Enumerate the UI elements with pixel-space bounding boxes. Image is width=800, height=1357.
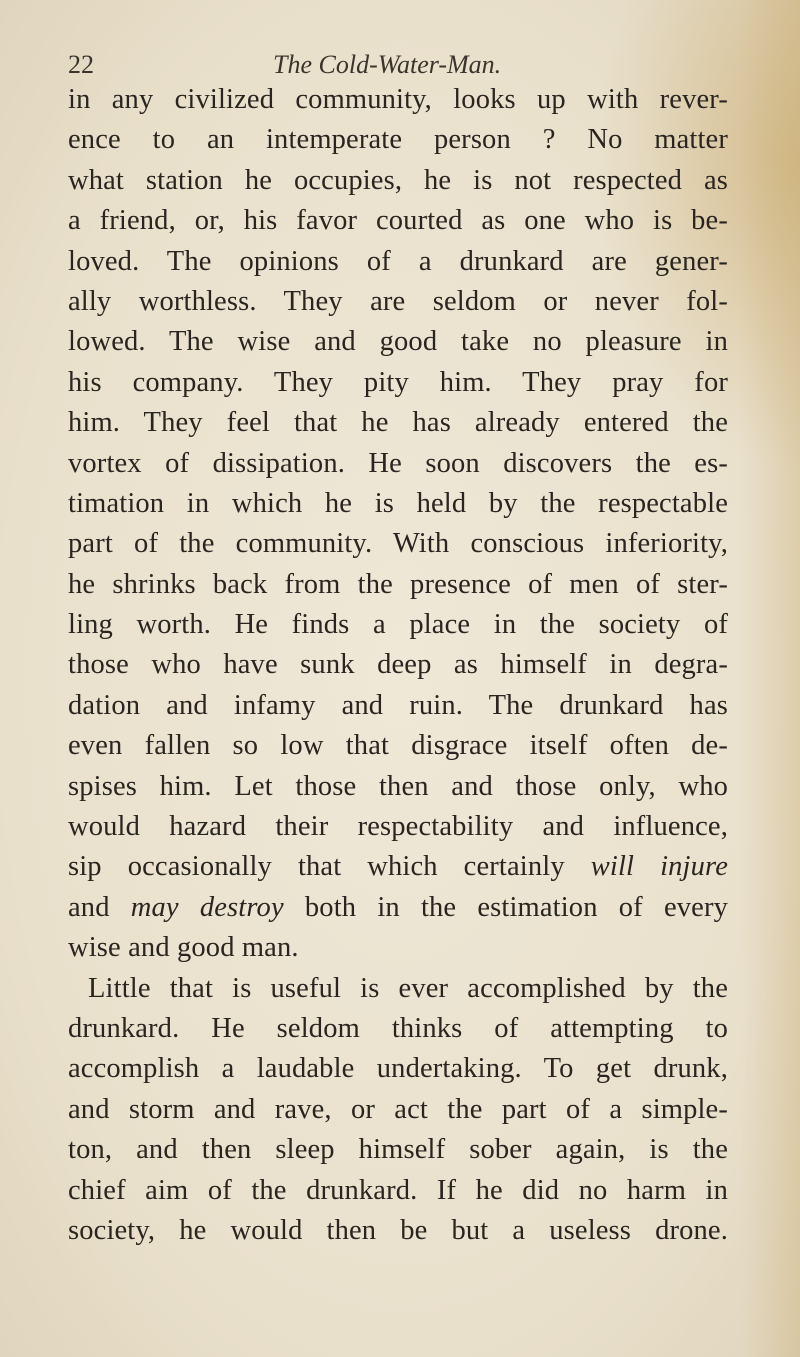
- text-line: part of the community. With conscious inferiority,: [68, 528, 728, 560]
- page-number: 22: [68, 50, 94, 79]
- italic-phrase: may destroy: [130, 891, 284, 923]
- text-line: dation and infamy and ruin. The drunkard has: [68, 689, 728, 721]
- text-segment: and: [68, 891, 131, 923]
- text-line: [68, 888, 728, 928]
- text-line: drunkard. He seldom thinks of attempting to: [68, 1012, 728, 1044]
- text-line: loved. The opinions of a drunkard are gener-: [68, 245, 728, 277]
- text-line: and storm and rave, or act the part of a simple-: [68, 1093, 728, 1125]
- text-line: accomplish a laudable undertaking. To get drunk,: [68, 1053, 728, 1085]
- text-line: ling worth. He finds a place in the society of: [68, 609, 728, 641]
- text-line: ence to an intemperate person ? No matter: [68, 124, 728, 156]
- text-line: timation in which he is held by the respectable: [68, 487, 728, 519]
- text-segment: sip occasionally that which certainly: [68, 851, 591, 883]
- body-text: [68, 80, 728, 1251]
- text-line: vortex of dissipation. He soon discovers the es-: [68, 447, 728, 479]
- text-line: spises him. Let those then and those only, who: [68, 770, 728, 802]
- text-line: [68, 847, 728, 887]
- paragraph-start-line: Little that is useful is ever accomplished by the: [88, 972, 728, 1004]
- text-line: what station he occupies, he is not respected as: [68, 164, 728, 196]
- text-segment: both in the estimation of every: [283, 891, 729, 923]
- text-line: even fallen so low that disgrace itself often de-: [68, 730, 728, 762]
- page-edge-stain: [740, 0, 800, 1357]
- running-title: The Cold-Water-Man.: [273, 50, 502, 79]
- text-line: him. They feel that he has already entered the: [68, 407, 728, 439]
- text-line: would hazard their respectability and influence,: [68, 811, 728, 843]
- text-line: society, he would then be but a useless drone.: [68, 1214, 728, 1246]
- text-line: his company. They pity him. They pray for: [68, 366, 728, 398]
- text-line: a friend, or, his favor courted as one who is be-: [68, 205, 728, 237]
- text-line: he shrinks back from the presence of men of ster-: [68, 568, 728, 600]
- text-line: ally worthless. They are seldom or never fol-: [68, 285, 728, 317]
- page-header: [68, 45, 740, 85]
- paragraph-end-line: wise and good man.: [68, 932, 299, 964]
- text-line: ton, and then sleep himself sober again, is the: [68, 1134, 728, 1166]
- text-line: those who have sunk deep as himself in degra-: [68, 649, 728, 681]
- italic-phrase: will injure: [590, 851, 728, 883]
- text-line: lowed. The wise and good take no pleasure in: [68, 326, 728, 358]
- text-line: chief aim of the drunkard. If he did no harm in: [68, 1174, 728, 1206]
- text-line: in any civilized community, looks up with rever-: [68, 84, 728, 115]
